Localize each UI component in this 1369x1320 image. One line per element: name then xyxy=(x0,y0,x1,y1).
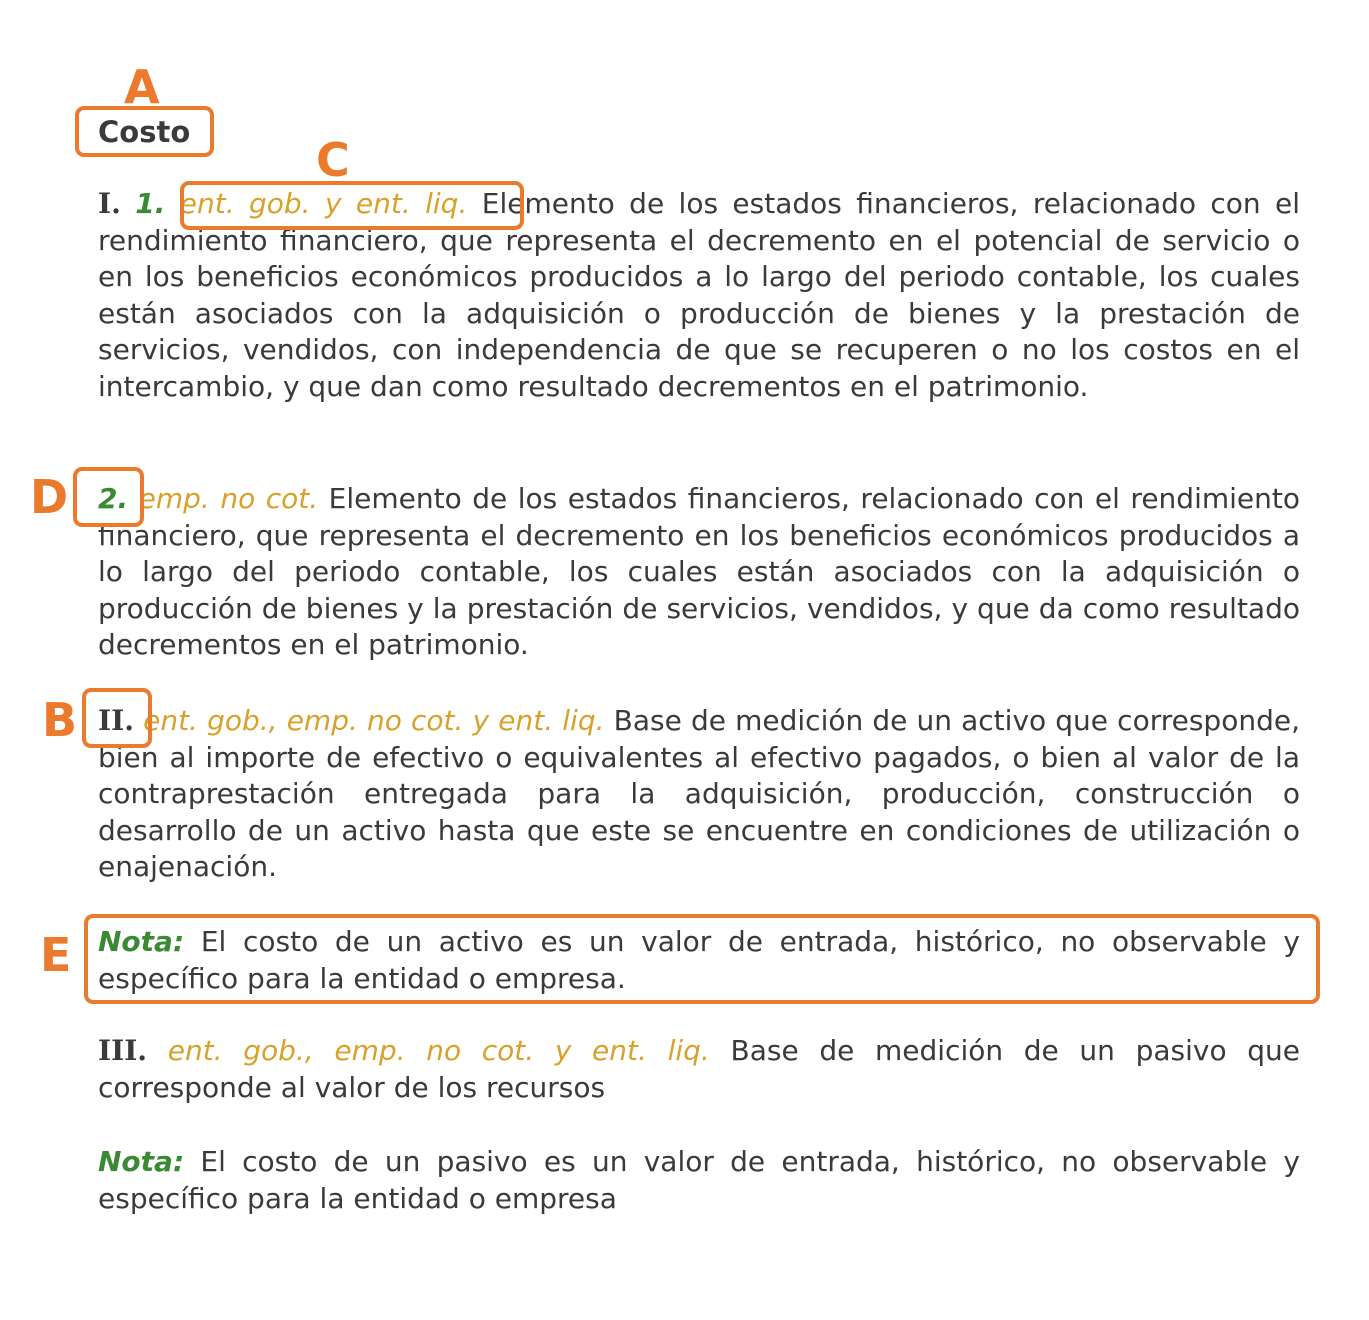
note-text: El costo de un activo es un valor de entrada, histórico, no observable y específico para la entidad o empresa. xyxy=(98,925,1300,995)
note-3 xyxy=(98,1144,1300,1217)
definition-1-2 xyxy=(98,481,1300,664)
callout-box-e xyxy=(84,914,1320,1004)
definition-text: Elemento de los estados financieros, relacionado con el rendimiento financiero, que representa el decremento en los beneficios económicos producidos a lo largo del periodo contable, los cuales están asociados con la adquisición o producción de bienes y la prestación de servicios, vendidos, y que da como resultado decrementos en el patrimonio. xyxy=(98,482,1300,661)
roman-numeral: III. xyxy=(98,1034,148,1067)
term-heading: Costo xyxy=(98,115,191,149)
definition-text: Elemento de los estados financieros, relacionado con el rendimiento financiero, que representa el decremento en el potencial de servicio o en los beneficios económicos producidos a lo largo del periodo contable, los cuales están asociados con la adquisición o producción de bienes y la prestación de servicios, vendidos, con independencia de que se recuperen o no los costos en el intercambio, y que dan como resultado decrementos en el patrimonio. xyxy=(98,187,1301,403)
callout-box-c xyxy=(180,181,524,230)
callout-letter-a: A xyxy=(124,60,160,114)
callout-letter-b: B xyxy=(42,693,78,747)
note-text: El costo de un pasivo es un valor de entrada, histórico, no observable y específico para la entidad o empresa xyxy=(98,1145,1300,1215)
roman-numeral: II. xyxy=(98,704,134,737)
definition-text: Base de medición de un pasivo que corresponde al valor de los recursos xyxy=(98,1034,1300,1104)
definition-text: Base de medición de un activo que corresponde, bien al importe de efectivo o equivalentes al efectivo pagados, o bien al valor de la contraprestación entregada para la adquisición, producción, construcción o desarrollo de un activo hasta que este se encuentre en condiciones de utilización o enajenación. xyxy=(98,704,1300,883)
definition-number: 2. xyxy=(98,482,129,515)
definition-3 xyxy=(98,1033,1300,1106)
scope-label: emp. no cot. xyxy=(138,482,319,515)
note-label: Nota: xyxy=(98,1145,185,1178)
callout-box-a xyxy=(75,106,214,157)
note-label: Nota: xyxy=(98,925,185,958)
definition-number: 1. xyxy=(135,187,166,220)
callout-letter-c: C xyxy=(316,133,350,187)
definition-2 xyxy=(98,703,1300,886)
callout-letter-e: E xyxy=(40,928,72,982)
roman-numeral: I. xyxy=(98,187,121,220)
scope-label: ent. gob., emp. no cot. y ent. liq. xyxy=(143,704,605,737)
callout-box-b xyxy=(82,688,152,748)
callout-letter-d: D xyxy=(30,470,69,524)
scope-label: ent. gob. y ent. liq. xyxy=(179,187,468,220)
callout-box-d xyxy=(73,467,144,527)
scope-label: ent. gob., emp. no cot. y ent. liq. xyxy=(167,1034,710,1067)
